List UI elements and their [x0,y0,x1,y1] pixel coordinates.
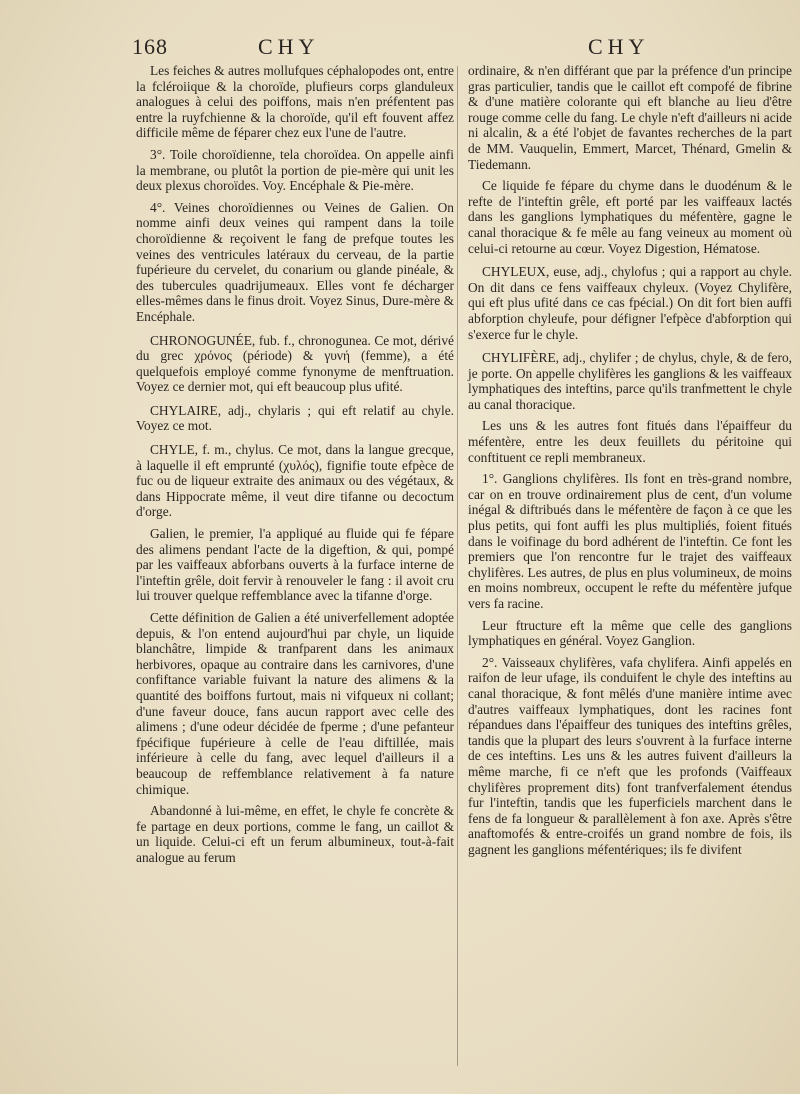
page-header [0,30,800,66]
right-running-head: CHY [588,34,650,59]
paragraph: 4°. Veines choroïdiennes ou Veines de Galien. On nomme ainfi deux veines qui rampent dans la toile choroïdienne & reçoivent le fang de prefque toutes les veines des ventricules latéraux du cerveau, de la partie fupérieure du cervelet, du conarium ou glande pinéale, & des tubercules quadrijumeaux. Elles vont fe décharger elles-mêmes dans le finus droit. Voyez Sinus, Dure-mère & Encéphale. [136,199,454,324]
paragraph: 1°. Ganglions chylifères. Ils font en très-grand nombre, car on en trouve ordinairement plus de cent, d'un volume inégal & diftribués dans le méfentère de façon à ce que les plus petits, qui font auffi les plus multipliés, foient fitués dans le voifinage du bord adhérent de l'inteftin. Ce font les premiers que l'on rencontre fur le trajet des vaiffeaux chylifères. Les autres, de plus en plus volumineux, de moins en moins nombreux, occupent le refte du méfentère jufque vers fa racine. [468,471,792,611]
paragraph: Leur ftructure eft la même que celle des ganglions lymphatiques en général. Voyez Ganglion. [468,617,792,649]
paragraph: 2°. Vaisseaux chylifères, vafa chylifera. Ainfi appelés en raifon de leur ufage, ils conduifent le chyle des inteftins au canal thoracique, & font mêlés d'une manière intime avec d'autres vaiffeaux lymphatiques, dont les racines font répandues dans l'épaiffeur des tuniques des inteftins grêles, tandis que la plupart des leurs s'ouvrent à la furface interne de ces inteftins. Les uns & les autres fuivent d'ailleurs la même marche, fi ce n'eft que les profonds (Vaiffeaux chylifères proprement dits) font tranfverfalement étendus fur l'inteftin, tandis que les fuperficiels marchent dans le fens de fa longueur & parallèlement à fon axe. Après s'être anaftomofés & entre-croifés un grand nombre de fois, ils gagnent les ganglions méfentériques; ils fe divifent [468,654,792,857]
entry-chyle: CHYLE, f. m., chylus. Ce mot, dans la langue grecque, à laquelle il eft emprunté (χυλός), fignifie toute efpèce de fuc ou de liqueur extraite des animaux ou des végétaux, & dans Hippocrate même, il veut dire tifanne ou decoctum d'orge. [136,442,454,520]
entry-chyleux: CHYLEUX, euse, adj., chylofus ; qui a rapport au chyle. On dit dans ce fens vaiffeaux chyleux. (Voyez Chylifère, qui eft plus ufité dans ce cas fpécial.) On dit fort bien auffi abforption chyleufe, pour défigner l'efpèce d'abforption qui s'exerce fur le chyle. [468,264,792,342]
paragraph: Ce liquide fe fépare du chyme dans le duodénum & le refte de l'inteftin grêle, eft porté par les vaiffeaux lactés dans les ganglions lymphatiques du méfentère, gagne le canal thoracique & fe mêle au fang veineux au moment où celui-ci retourne au cœur. Voyez Digestion, Hématose. [468,178,792,256]
right-column [468,63,792,864]
paragraph: Galien, le premier, l'a appliqué au fluide qui fe fépare des alimens pendant l'acte de la digeftion, & qui, pompé par les vaiffeaux abforbans ouverts à la furface interne de l'inteftin grêle, doit fervir à renouveler le fang : il avoit cru lui trouver quelque reffemblance avec la tifanne d'orge. [136,526,454,604]
entry-chronogunee: CHRONOGUNÉE, fub. f., chronogunea. Ce mot, dérivé du grec χρόνος (période) & γυνή (femme), a été quelquefois employé comme fynonyme de menftruation. Voyez ce dernier mot, qui eft beaucoup plus ufité. [136,332,454,395]
column-divider [457,66,458,1066]
paragraph: 3°. Toile choroïdienne, tela choroïdea. On appelle ainfi la membrane, ou plutôt la portion de pie-mère qui unit les deux plexus choroïdes. Voy. Encéphale & Pie-mère. [136,146,454,194]
page-number: 168 [132,34,168,59]
paragraph: Cette définition de Galien a été univerfellement adoptée depuis, & l'on entend aujourd'hui par chyle, un liquide blanchâtre, limpide & tranfparent dans les animaux herbivores, opaque au contraire dans les carnivores, d'une confiftance variable fuivant la nature des alimens & la quantité des boiffons furtout, mais ni vifqueux ni collant; d'une faveur douce, fans aucun rapport avec celle des alimens ; d'une odeur décidée de fperme ; d'une pefanteur fpécifique fupérieure à celle de l'eau diftillée, mais inférieure à celle du fang, avec lequel d'ailleurs il a beaucoup de reffemblance relativement à fa nature chimique. [136,610,454,797]
paragraph: Les feiches & autres mollufques céphalopodes ont, entre la fcléroiique & la choroïde, plufieurs corps glanduleux analogues à celui des poiffons, mais n'en préfentent pas entre la ruyfchienne & la choroïde, qu'il eft fouvent affez difficile même de féparer chez eux l'une de l'autre. [136,63,454,141]
paragraph: Abandonné à lui-même, en effet, le chyle fe concrète & fe partage en deux portions, comme le fang, un caillot & un liquide. Celui-ci eft un ferum albumineux, tout-à-fait analogue au ferum [136,803,454,865]
left-running-head: CHY [258,34,320,59]
left-column [136,63,454,872]
paragraph: Les uns & les autres font fitués dans l'épaiffeur du méfentère, entre les deux feuillets du péritoine qui conftituent ce repli membraneux. [468,418,792,465]
entry-chylifere: CHYLIFÈRE, adj., chylifer ; de chylus, chyle, & de fero, je porte. On appelle chylifères les ganglions & les vaiffeaux lymphatiques des inteftins, parce qu'ils tranfmettent le chyle au canal thoracique. [468,350,792,412]
entry-chylaire: CHYLAIRE, adj., chylaris ; qui eft relatif au chyle. Voyez ce mot. [136,402,454,434]
paragraph: ordinaire, & n'en différant que par la préfence d'un principe gras particulier, tandis que le caillot eft compofé de fibrine & d'une matière colorante qui eft blanche au lieu d'être rouge comme celle du fang. Le chyle n'eft d'ailleurs ni acide ni alcalin, & a été l'objet de favantes recherches de la part de MM. Vauquelin, Emmert, Marcet, Thénard, Gmelin & Tiedemann. [468,63,792,172]
